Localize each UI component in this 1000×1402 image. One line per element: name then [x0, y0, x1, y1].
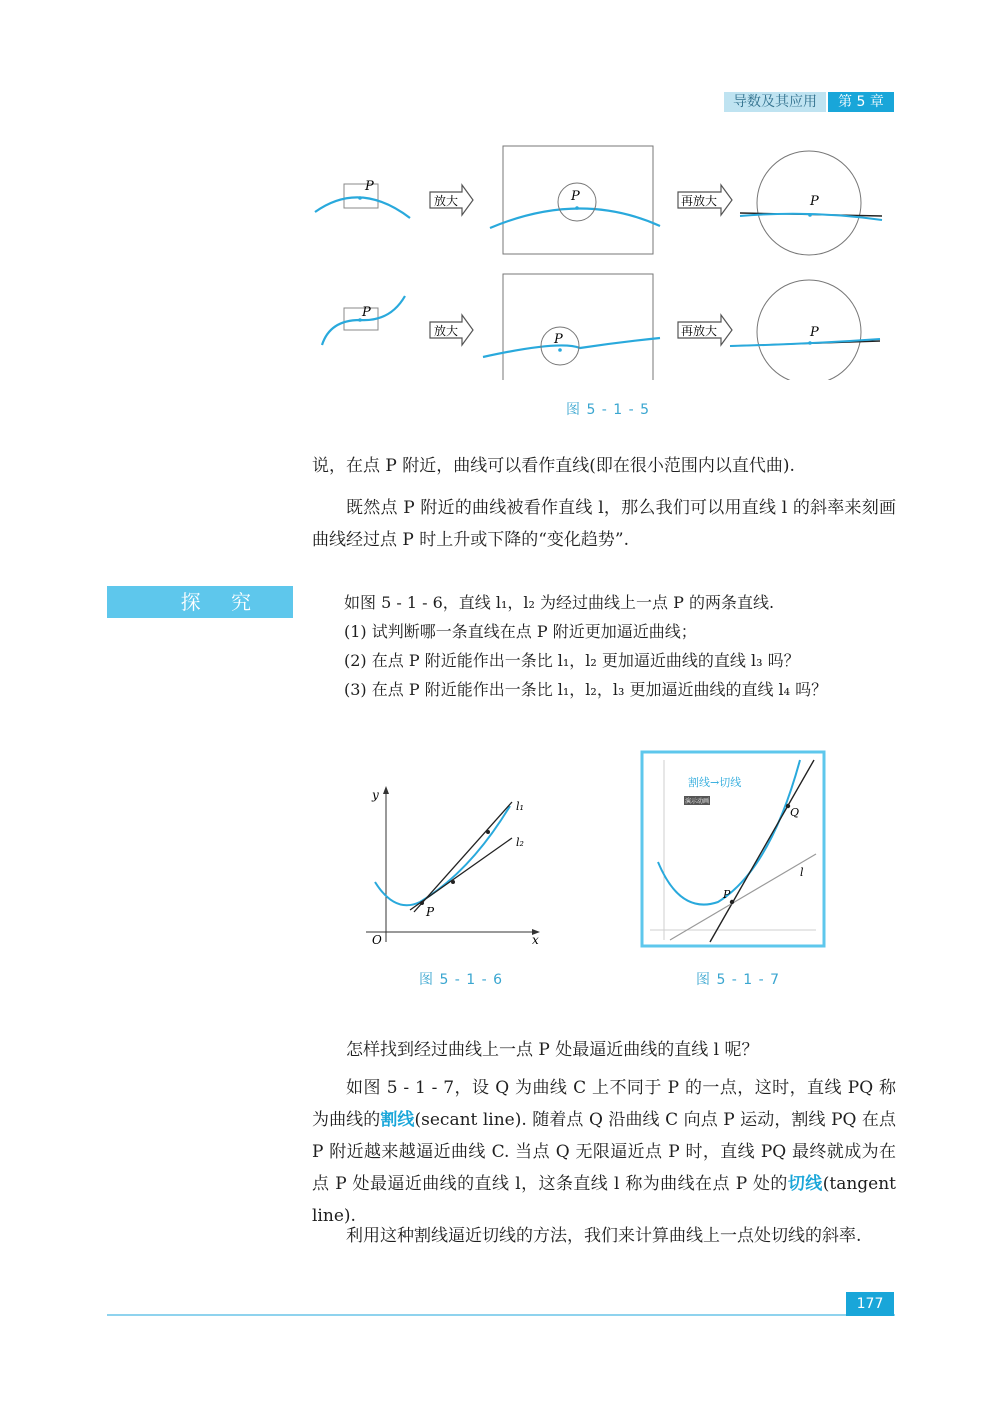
method-paragraph: 利用这种割线逼近切线的方法，我们来计算曲线上一点处切线的斜率.: [346, 1226, 862, 1246]
svg-text:再放大: 再放大: [681, 194, 718, 208]
origin-label: O: [372, 933, 382, 947]
zoom-figure: [310, 140, 900, 380]
zoom-frame-2: [503, 274, 653, 380]
secant-tangent-paragraph: [312, 1072, 896, 1232]
figure-caption-515: 图 5 - 1 - 5: [566, 402, 651, 418]
explore-question-3: (3) 在点 P 附近能作出一条比 l₁，l₂，l₃ 更加逼近曲线的直线 l₄ 吗？: [344, 680, 828, 699]
svg-text:放大: 放大: [434, 194, 459, 208]
explore-label: 探 究: [107, 586, 293, 618]
svg-text:P: P: [810, 194, 819, 209]
line-l2: [410, 838, 512, 910]
footer-rule: [107, 1314, 895, 1316]
svg-text:P: P: [810, 325, 819, 340]
chapter-badge: 第 5 章: [828, 92, 894, 112]
figure-516: [360, 782, 550, 952]
line-l1: [414, 802, 512, 912]
y-axis-label: y: [372, 788, 379, 802]
svg-text:放大: 放大: [434, 324, 459, 338]
svg-text:P: P: [362, 305, 371, 320]
page-number: 177: [846, 1292, 894, 1316]
section-title: 导数及其应用: [724, 92, 826, 112]
zoom-arrow-2: [430, 315, 473, 345]
svg-text:再放大: 再放大: [681, 324, 718, 338]
secant-text-c: (tangent line).: [312, 1174, 897, 1226]
explore-question-2: (2) 在点 P 附近能作出一条比 l₁，l₂ 更加逼近曲线的直线 l₃ 吗？: [344, 651, 800, 670]
secant-term: 割线: [380, 1110, 415, 1130]
paragraph-2: 既然点 P 附近的曲线被看作直线 l，那么我们可以用直线 l 的斜率来刻画曲线经过点 P 时上升或下降的“变化趋势”.: [312, 498, 896, 550]
svg-text:P: P: [554, 332, 563, 347]
explore-question-1: (1) 试判断哪一条直线在点 P 附近更加逼近曲线；: [344, 622, 697, 641]
svg-text:演示动画: 演示动画: [685, 798, 710, 805]
point-p-label: P: [723, 888, 731, 901]
magnify-circle-2: [757, 280, 861, 380]
magnify-circle-1: [757, 151, 861, 255]
zoom-arrow-1: [430, 185, 473, 215]
point-p-label: P: [426, 905, 435, 919]
l2-label: l₂: [516, 836, 524, 849]
figure-caption-516: 图 5 - 1 - 6: [419, 972, 504, 988]
question-line: 怎样找到经过曲线上一点 P 处最逼近曲线的直线 l 呢？: [346, 1040, 759, 1060]
point-q-label: Q: [790, 806, 800, 819]
figure-caption-517: 图 5 - 1 - 7: [696, 972, 781, 988]
tangent-term: 切线: [787, 1174, 823, 1194]
zoom-again-arrow-1: [678, 185, 732, 215]
secant-text-a: 如图 5 - 1 - 7，设 Q 为曲线 C 上不同于 P 的一点，这时，直线 PQ 称为曲线的: [312, 1078, 896, 1130]
x-axis-label: x: [532, 933, 539, 947]
explore-intro: 如图 5 - 1 - 6，直线 l₁，l₂ 为经过曲线上一点 P 的两条直线.: [344, 593, 775, 612]
point-label: P: [365, 179, 374, 194]
figure-517: [640, 750, 826, 950]
figure-517-title: 割线→切线: [688, 776, 742, 789]
line-l-label: l: [800, 866, 804, 879]
demo-button[interactable]: [684, 796, 710, 805]
secant-text-b: (secant line). 随着点 Q 沿曲线 C 向点 P 运动，割线 PQ 在点 P 附近越来越逼近曲线 C. 当点 Q 无限逼近点 P 时，直线 PQ 最终就成为在点 P 处最逼近曲线的直线 l，这条直线 l 称为曲线在点 P 处的: [312, 1110, 897, 1194]
curve-2: [322, 296, 405, 345]
l1-label: l₁: [516, 800, 524, 813]
zoom-again-arrow-2: [678, 315, 732, 345]
svg-text:P: P: [571, 189, 580, 204]
paragraph-1: 说，在点 P 附近，曲线可以看作直线(即在很小范围内以直代曲).: [312, 456, 795, 476]
